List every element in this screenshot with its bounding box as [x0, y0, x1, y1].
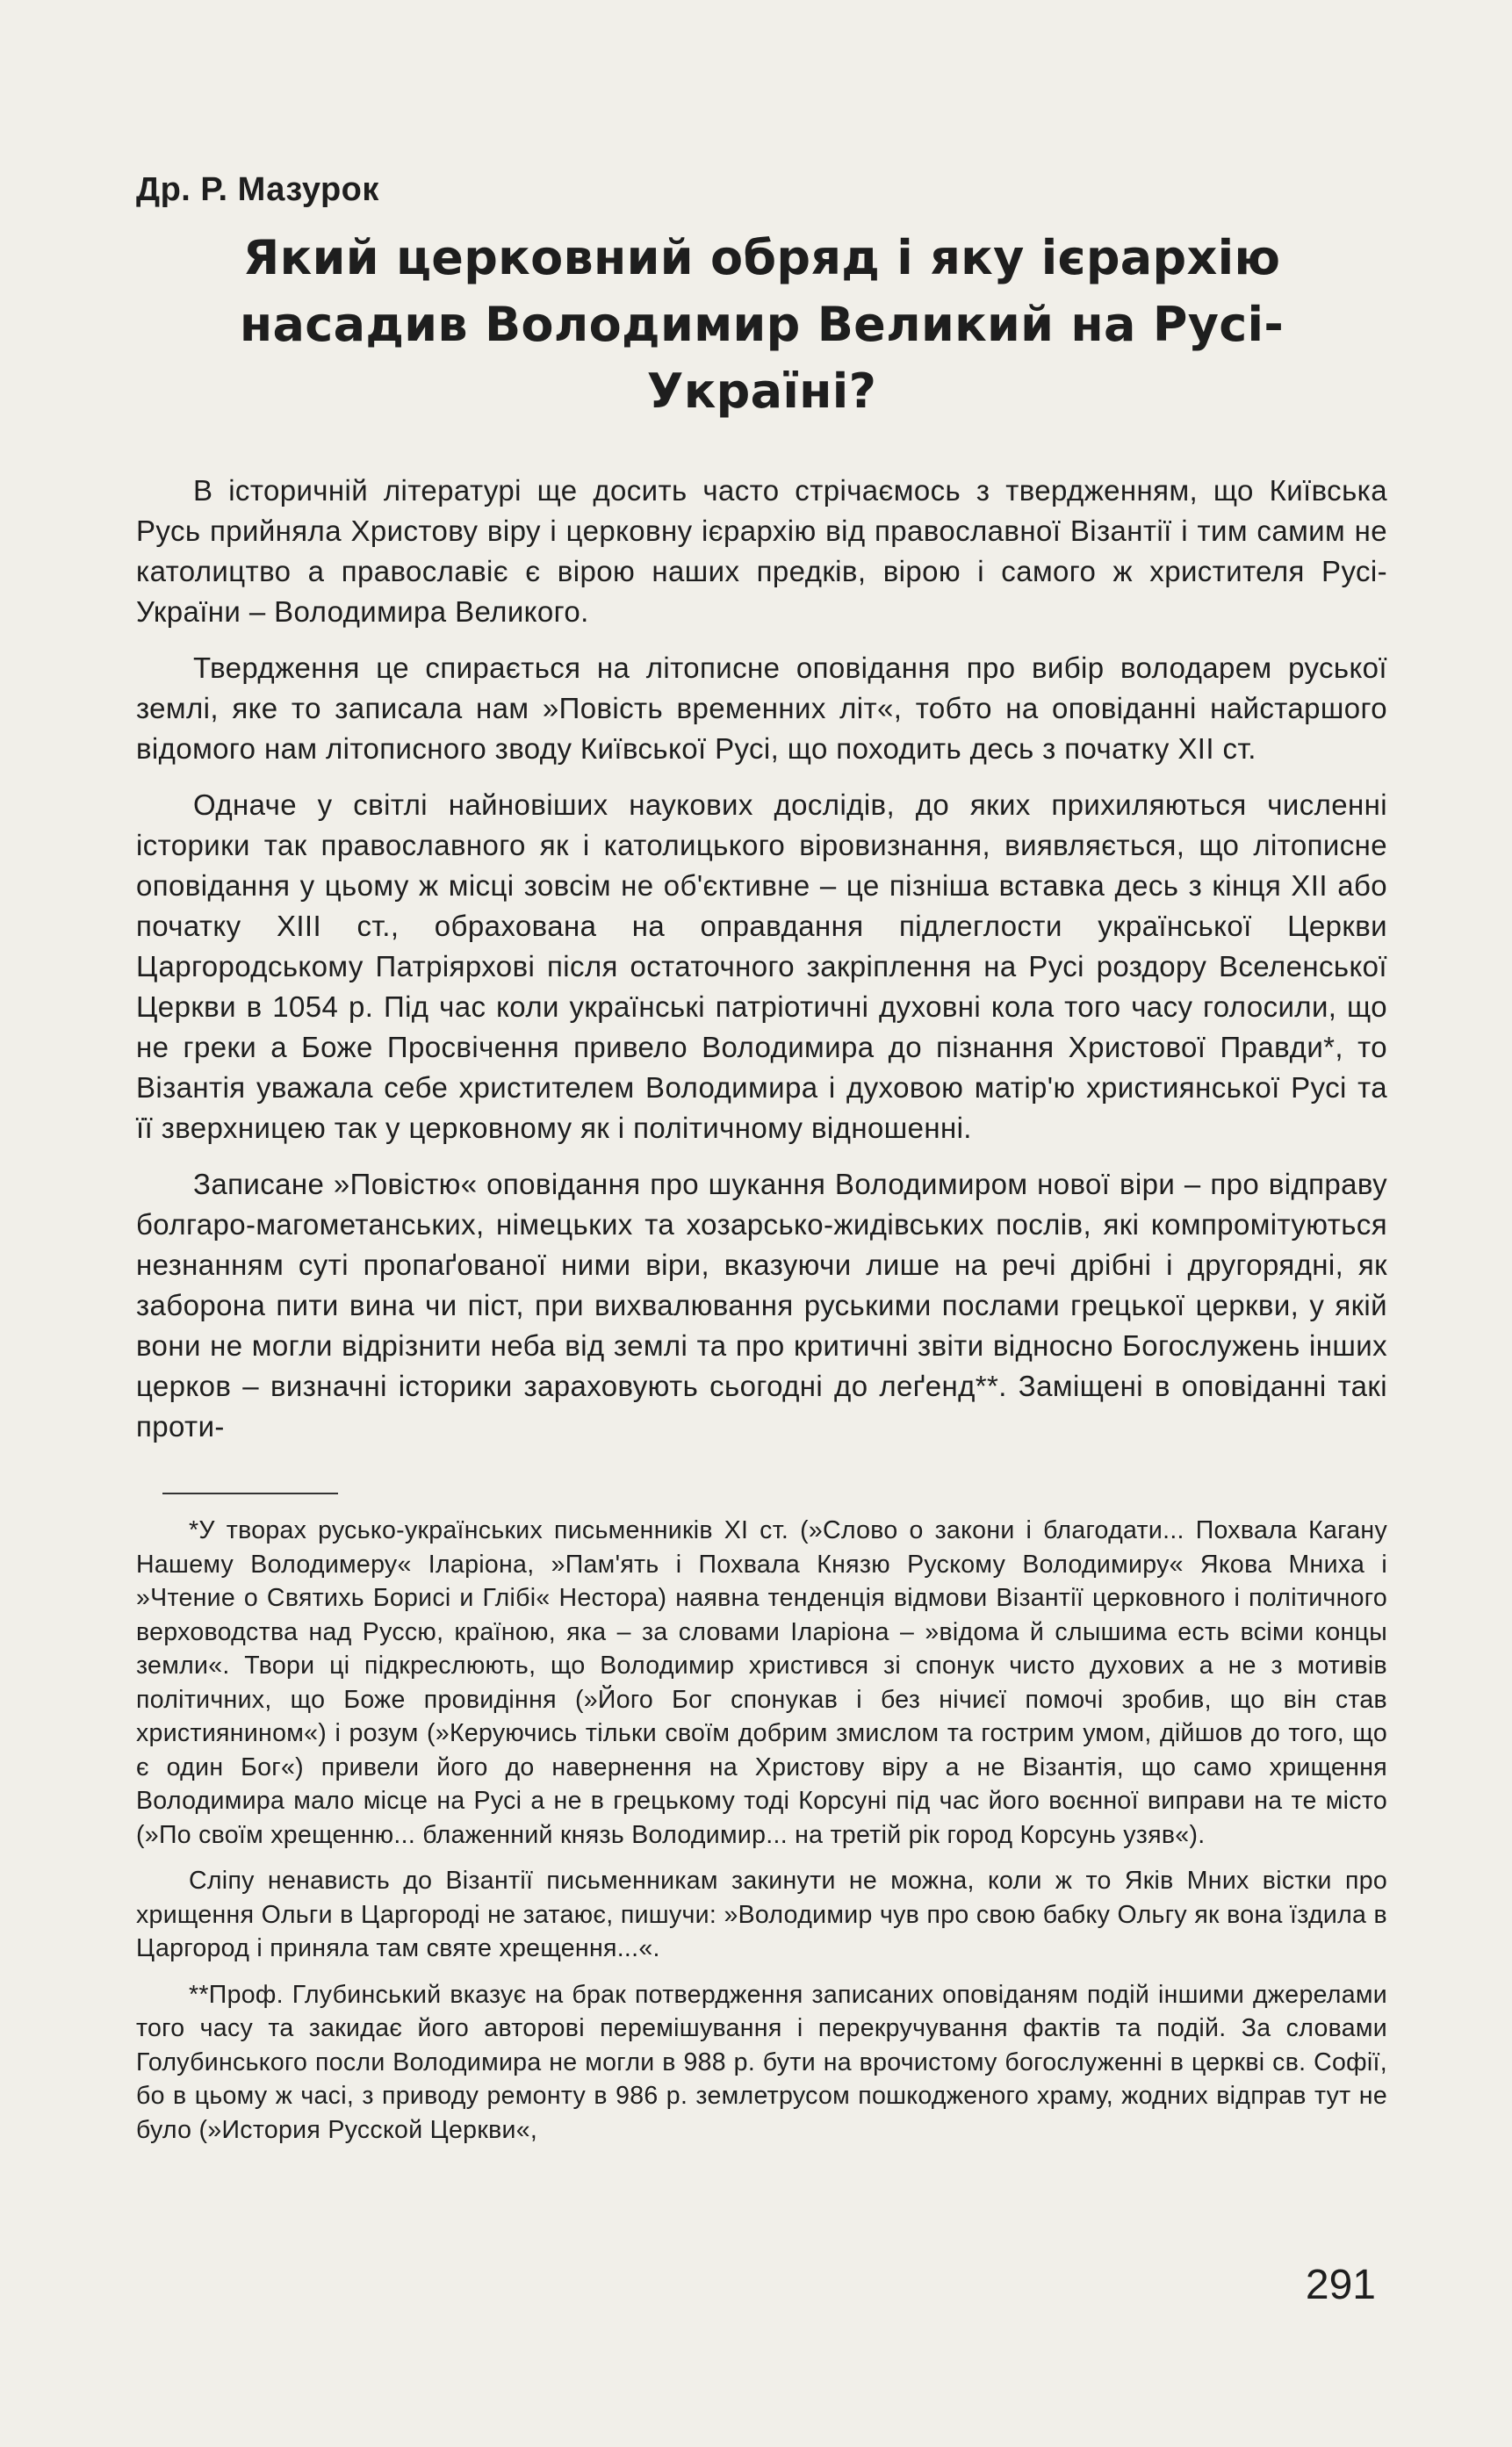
body-paragraph: В історичній літературі ще досить часто стрічаємось з твердженням, що Київська Русь прийняла Христову віру і церковну ієрархію від православної Візантії і тим самим не католицтво а православіє є вірою наших предків, вірою і самого ж христителя Русі-України – Володимира Великого. — [136, 474, 1387, 628]
body-paragraph: Одначе у світлі найновіших наукових дослідів, до яких прихиляються численні історики так православного як і католицького віровизнання, виявляється, що літописне оповідання у цьому ж місці зовсім не об'єктивне – це пізніша вставка десь з кінця XII або початку XIII ст., обрахована на оправдання підлеглости української Церкви Царгородському Патріярхові після остаточного закріплення на Русі роздору Вселенської Церкви в 1054 р. Під час коли українські патріотичні духовні кола того часу голосили, що не греки а Боже Просвічення привело Володимира до пізнання Христової Правди*, то Візантія уважала себе христителем Володимира і духовою матір'ю християнської Русі та її зверхницею так у церковному як і політичному відношенні. — [136, 788, 1387, 1144]
footnote: Сліпу ненависть до Візантії письменникам закинути не можна, коли ж то Яків Мних вістки про хрищення Ольги в Царгороді не затаює, пишучи: »Володимир чув про свою бабку Ольгу як вона їздила в Царгород і приняла там святе хрещення...«. — [136, 1867, 1387, 1962]
body-paragraph: Твердження це спирається на літописне оповідання про вибір володарем руської землі, яке то записала нам »Повість временних літ«, тобто на оповіданні найстаршого відомого нам літописного зводу Київської Русі, що походить десь з початку XII ст. — [136, 651, 1387, 765]
footnote: **Проф. Глубинський вказує на брак потвердження записаних оповіданям подій іншими джерелами того часу та закидає його авторові перемішування і перекручування фактів та подій. За словами Голубинського посли Володимира не могли в 988 р. бути на врочистому богослуженні в церкві св. Софії, бо в цьому ж часі, з приводу ремонту в 986 р. землетрусом пошкодженого храму, жодних відправ тут не було (»История Русской Церкви«, — [136, 1980, 1387, 2144]
author-name: Др. Р. Мазурок — [136, 171, 379, 208]
footnotes — [136, 1514, 1387, 2147]
article-title: Який церковний обряд і яку ієрархію насадив Володимир Великий на Русі-Україні? — [239, 230, 1285, 419]
footnote-divider — [162, 1493, 338, 1494]
footnote: *У творах русько-українських письменників XI ст. (»Слово о закони і благодати... Похвала Кагану Нашему Володимеру« Іларіона, »Пам'ять і Похвала Князю Рускому Володимиру« Якова Мниха і »Чтение о Святихь Борисі и Глібі« Нестора) наявна тенденція відмови Візантії церковного і політичного верховодства над Руссю, країною, яка – за словами Іларіона – »відома й слышима есть всіми концы земли«. Твори ці підкреслюють, що Володимир христився зі спонук чисто духових а не з мотивів політичних, що Боже провидіння (»Його Бог спонукав і без нічиєї помочі зробив, що він став християнином«) і розум (»Керуючись тільки своїм добрим змислом та гострим умом, дійшов до того, що є один Бог«) привели його до навернення на Христову віру а не Візантія, що само хрищення Володимира мало місце на Русі а не в грецькому тоді Корсуні під час його воєнної виправи на те місто (»По своїм хрещенню... блаженний князь Володимир... на третій рік город Корсунь узяв«). — [136, 1516, 1387, 1849]
article-body — [136, 471, 1387, 1447]
page-number: 291 — [1305, 2262, 1376, 2308]
body-paragraph: Записане »Повістю« оповідання про шукання Володимиром нової віри – про відправу болгаро-магометанських, німецьких та хозарсько-жидівських послів, які компромітуються незнанням суті пропаґованої ними віри, вказуючи лише на речі дрібні і другорядні, як заборона пити вина чи піст, при вихвалювання руськими послами грецької церкви, у якій вони не могли відрізнити неба від землі та про критичні звіти відносно Богослужень інших церков – визначні історики зараховують сьогодні до леґенд**. Заміщені в оповіданні такі проти- — [136, 1168, 1387, 1443]
page — [136, 171, 1387, 2401]
